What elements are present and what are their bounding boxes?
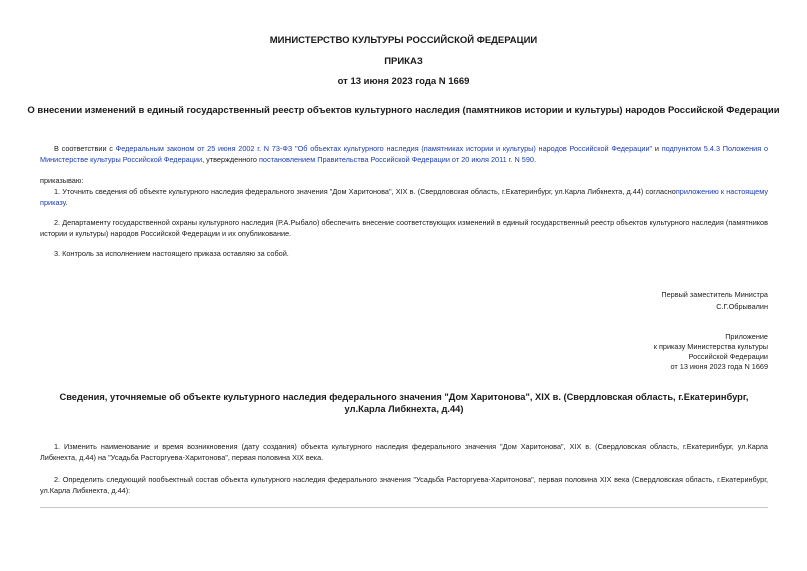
signature-name: С.Г.Обрывалин <box>716 302 768 311</box>
appendix-line-1: Приложение <box>725 332 768 341</box>
order-item-1 <box>40 186 768 208</box>
appendix-line-2: к приказу Министерства культуры <box>653 342 768 351</box>
preamble-text-4: . <box>533 155 537 164</box>
doc-type-heading: ПРИКАЗ <box>384 56 423 67</box>
doc-date-number: от 13 июня 2023 года N 1669 <box>337 76 470 87</box>
appendix-title: Сведения, уточняемые об объекте культурного наследия федерального значения "Дом Харитонова", XIX в. (Свердловская область, г.Екатеринбург, ул.Карла Либкнехта, д.44) <box>59 392 749 414</box>
doc-subject: О внесении изменений в единый государственный реестр объектов культурного наследия (памятников истории и культуры) народов Российской Федерации <box>27 105 780 116</box>
preamble-text-2: и <box>652 144 662 153</box>
order-item-3: 3. Контроль за исполнением настоящего приказа оставляю за собой. <box>54 249 289 258</box>
appendix-line-4: от 13 июня 2023 года N 1669 <box>670 362 768 371</box>
preamble-paragraph <box>40 143 768 165</box>
order-word: приказываю: <box>40 176 84 185</box>
appendix-link[interactable]: приложению к настоящему приказу <box>40 187 768 207</box>
appendix-header <box>654 332 768 372</box>
ministry-heading: МИНИСТЕРСТВО КУЛЬТУРЫ РОССИЙСКОЙ ФЕДЕРАЦИИ <box>269 35 538 46</box>
regulation-subpoint-link[interactable]: подпунктом 5.4.3 Положения о Министерстве культуры Российской Федерации <box>40 144 768 164</box>
divider-line <box>40 507 768 508</box>
government-decree-link[interactable]: постановлением Правительства Российской Федерации от 20 июля 2011 г. N 590 <box>258 155 534 164</box>
order-item-2: 2. Департаменту государственной охраны культурного наследия (Р.А.Рыбало) обеспечить внесение соответствующих изменений в единый государственный реестр объектов культурного наследия (памятников истории и культуры) народов Российской Федерации и их опубликование. <box>40 218 768 238</box>
appendix-line-3: Российской Федерации <box>688 352 768 361</box>
order-item-1-text: 1. Уточнить сведения об объекте культурного наследия федерального значения "Дом Харитонова", XIX в. (Свердловская область, г.Екатеринбург, ул.Карла Либкнехта, д.44) согласно <box>54 187 676 196</box>
preamble-text-1: В соответствии с <box>54 144 116 153</box>
signature-position: Первый заместитель Министра <box>661 290 768 299</box>
preamble-text-3: , утвержденного <box>202 155 259 164</box>
order-item-1-end: . <box>65 198 68 207</box>
appendix-item-2: 2. Определить следующий пообъектный состав объекта культурного наследия федерального значения "Усадьба Расторгуева-Харитонова", первая половина XIX века (Свердловская область, г.Екатеринбург, ул.Карла Либкнехта, д.44): <box>40 475 768 495</box>
federal-law-link[interactable]: Федеральным законом от 25 июня 2002 г. N 73-ФЗ "Об объектах культурного наследия (памятниках истории и культуры) народов Российской Федерации" <box>115 144 653 153</box>
appendix-item-1: 1. Изменить наименование и время возникновения (дату создания) объекта культурного наследия федерального значения "Дом Харитонова", XIX в. (Свердловская область, г.Екатеринбург, ул.Карла Либкнехта, д.44) на "Усадьба Расторгуева-Харитонова", первая половина XIX века. <box>40 442 768 462</box>
signature-block <box>661 290 768 312</box>
